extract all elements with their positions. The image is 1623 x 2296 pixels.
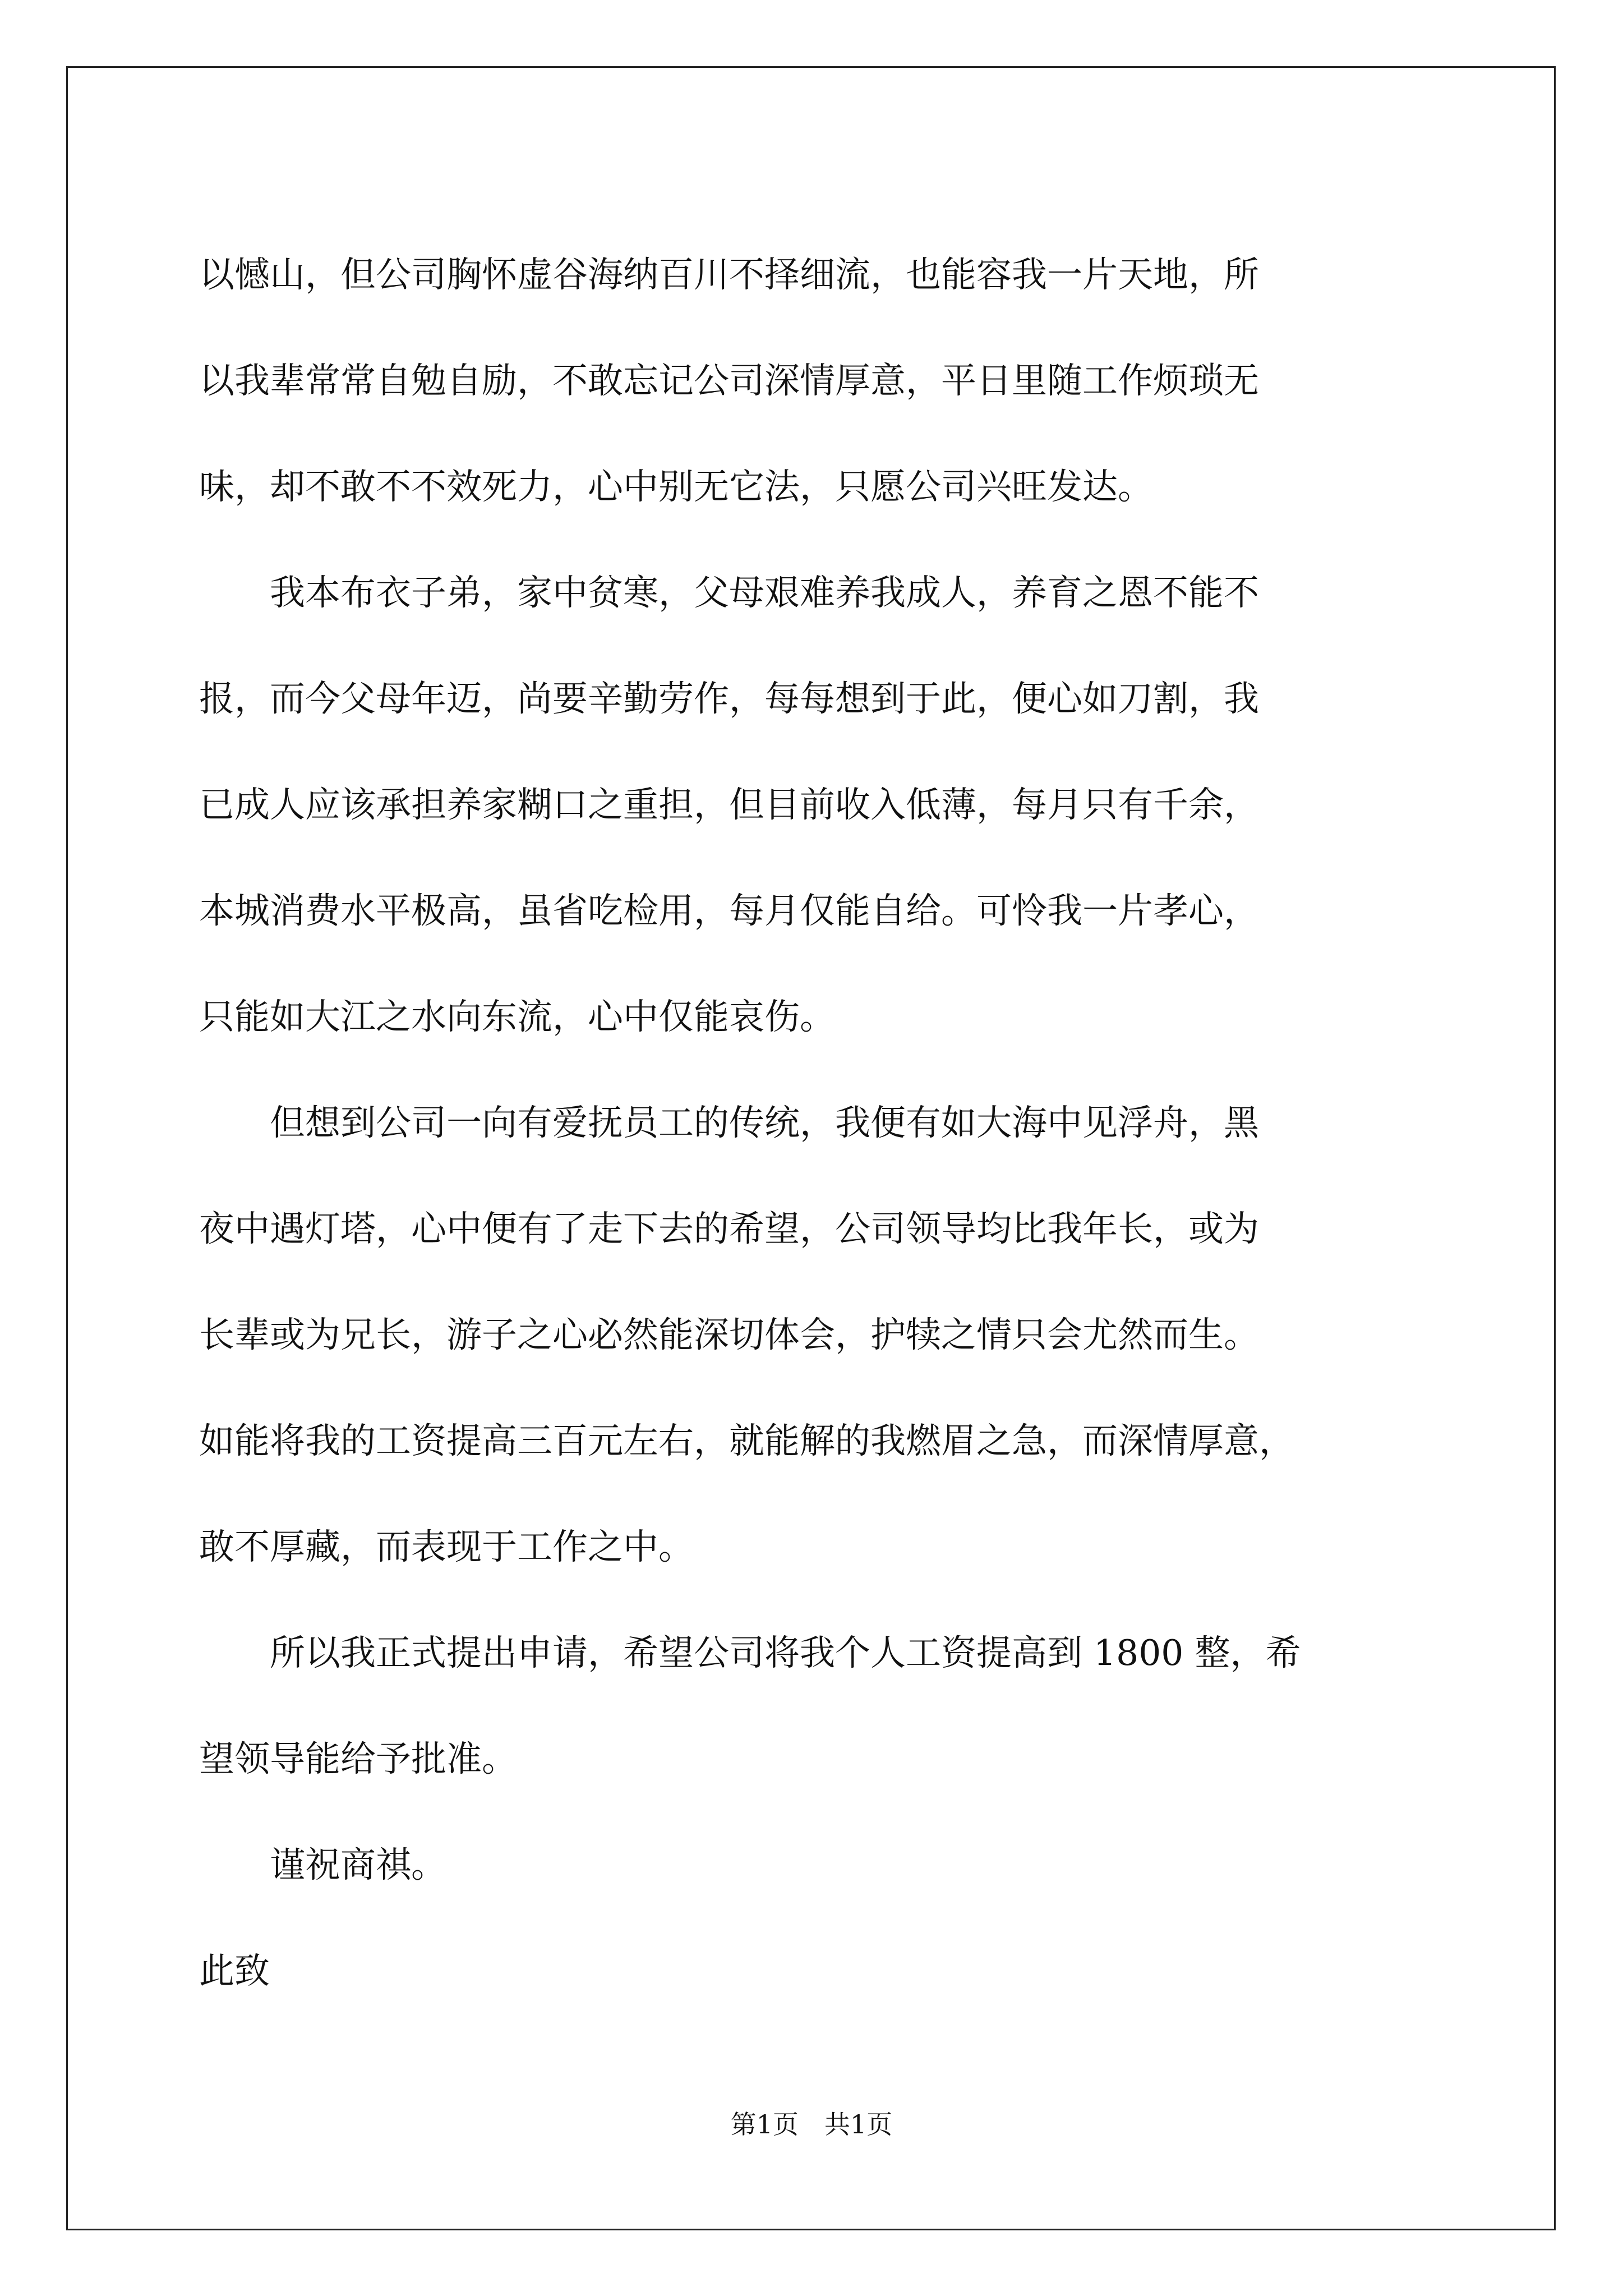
text-line: 味，却不敢不不效死力，心中别无它法，只愿公司兴旺发达。 (199, 466, 1153, 507)
text-line: 只能如大江之水向东流，心中仅能哀伤。 (199, 996, 835, 1037)
text-line: 夜中遇灯塔，心中便有了走下去的希望，公司领导均比我年长，或为 (199, 1208, 1259, 1249)
text-line: 长辈或为兄长，游子之心必然能深切体会，护犊之情只会尤然而生。 (199, 1314, 1259, 1355)
closing-salutation: 此致 (199, 1950, 270, 1991)
text-line: 所以我正式提出申请，希望公司将我个人工资提高到 1800 整，希 (199, 1632, 1301, 1673)
text-line: 以憾山，但公司胸怀虚谷海纳百川不择细流，也能容我一片天地，所 (199, 254, 1259, 295)
text-line: 本城消费水平极高，虽省吃检用，每月仅能自给。可怜我一片孝心， (199, 890, 1259, 931)
letter-body (199, 222, 1472, 2024)
text-line: 如能将我的工资提高三百元左右，就能解的我燃眉之急，而深情厚意， (199, 1420, 1294, 1461)
text-line: 我本布衣子弟，家中贫寒，父母艰难养我成人，养育之恩不能不 (199, 572, 1259, 613)
text-line: 但想到公司一向有爱抚员工的传统，我便有如大海中见浮舟，黑 (199, 1102, 1259, 1143)
text-line: 谨祝商祺。 (199, 1844, 446, 1885)
text-line: 敢不厚藏，而表现于工作之中。 (199, 1526, 694, 1567)
page-number-footer: 第1页 共1页 (730, 2109, 893, 2139)
text-line: 已成人应该承担养家糊口之重担，但目前收入低薄，每月只有千余， (199, 784, 1259, 825)
text-line: 望领导能给予批准。 (199, 1738, 517, 1779)
text-line: 报，而今父母年迈，尚要辛勤劳作，每每想到于此，便心如刀割，我 (199, 678, 1259, 719)
text-line: 以我辈常常自勉自励，不敢忘记公司深情厚意，平日里随工作烦琐无 (199, 360, 1259, 401)
